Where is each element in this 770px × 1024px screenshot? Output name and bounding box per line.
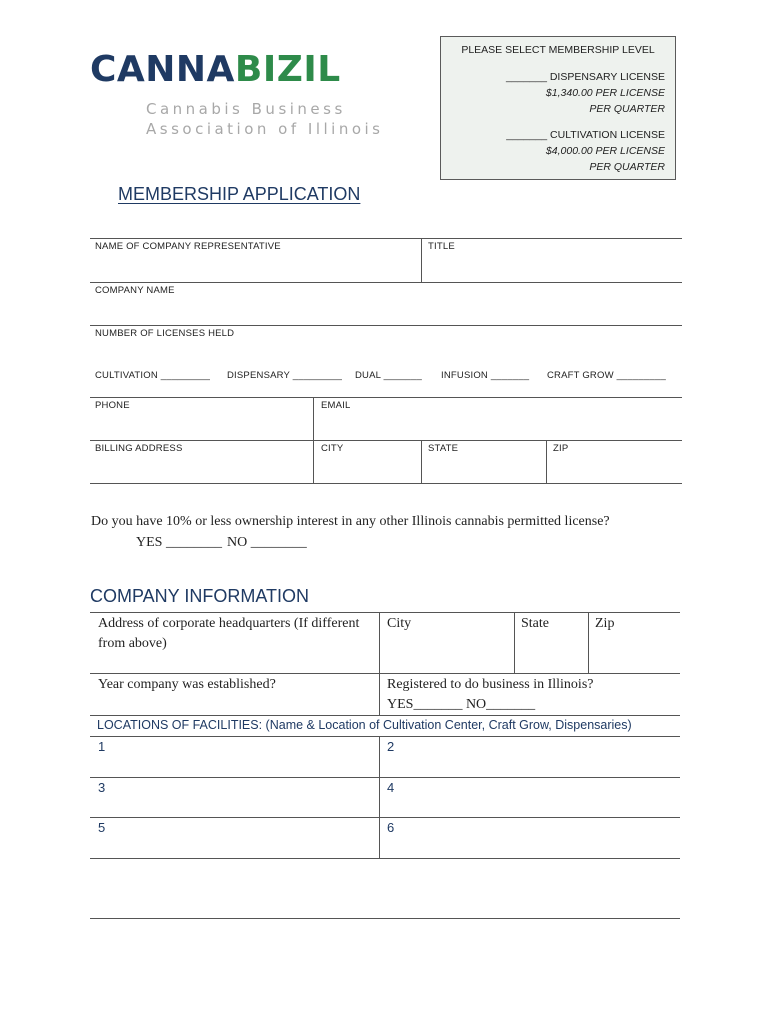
- bottom-rule: [90, 918, 680, 919]
- form-rule: [90, 777, 680, 778]
- location-field-4[interactable]: 4: [387, 780, 395, 795]
- form-rule: [90, 817, 680, 818]
- form-rule: [90, 715, 680, 716]
- membership-heading: PLEASE SELECT MEMBERSHIP LEVEL: [461, 44, 655, 56]
- cultivation-license-period: PER QUARTER: [589, 161, 665, 173]
- hq-address-label-line2: from above): [98, 636, 167, 651]
- dispensary-license-option[interactable]: _______ DISPENSARY LICENSE: [506, 71, 665, 83]
- title-field[interactable]: TITLE: [428, 241, 455, 252]
- cultivation-license-price: $4,000.00 PER LICENSE: [545, 145, 665, 157]
- year-established-field[interactable]: Year company was established?: [98, 677, 276, 692]
- zip-field[interactable]: ZIP: [553, 443, 569, 454]
- form-rule: [90, 325, 682, 326]
- dispensary-license-price: $1,340.00 PER LICENSE: [545, 87, 665, 99]
- company-representative-field[interactable]: NAME OF COMPANY REPRESENTATIVE: [95, 241, 281, 252]
- registered-illinois-options[interactable]: YES_______ NO_______: [387, 697, 536, 712]
- ownership-no-option[interactable]: NO ________: [227, 535, 307, 550]
- membership-level-box: [440, 36, 676, 180]
- form-divider: [421, 238, 422, 282]
- hq-city-field[interactable]: City: [387, 616, 412, 631]
- location-field-6[interactable]: 6: [387, 820, 395, 835]
- membership-application-title: MEMBERSHIP APPLICATION: [118, 184, 361, 204]
- form-rule: [90, 736, 680, 737]
- form-divider: [379, 612, 380, 673]
- dual-count-field[interactable]: DUAL _______: [355, 370, 423, 381]
- form-divider: [546, 440, 547, 483]
- form-divider: [588, 612, 589, 673]
- ownership-yes-option[interactable]: YES ________: [136, 535, 222, 550]
- ownership-question: Do you have 10% or less ownership interest in any other Illinois cannabis permitted license?: [91, 514, 610, 529]
- hq-address-field[interactable]: [98, 614, 359, 654]
- email-field[interactable]: EMAIL: [321, 400, 351, 411]
- form-divider: [514, 612, 515, 673]
- company-name-field[interactable]: COMPANY NAME: [95, 285, 175, 296]
- form-rule: [90, 440, 682, 441]
- location-field-3[interactable]: 3: [98, 780, 106, 795]
- licenses-held-label: NUMBER OF LICENSES HELD: [95, 328, 235, 339]
- logo-tagline-line1: Cannabis Business: [146, 100, 346, 118]
- cultivation-license-option[interactable]: _______ CULTIVATION LICENSE: [506, 129, 665, 141]
- hq-zip-field[interactable]: Zip: [595, 616, 615, 631]
- location-field-1[interactable]: 1: [98, 739, 106, 754]
- form-rule: [90, 483, 682, 484]
- form-rule: [90, 858, 680, 859]
- logo-tagline-line2: Association of Illinois: [146, 120, 384, 138]
- form-rule: [90, 282, 682, 283]
- phone-field[interactable]: PHONE: [95, 400, 130, 411]
- craft-grow-count-field[interactable]: CRAFT GROW _________: [547, 370, 666, 381]
- form-divider: [421, 440, 422, 483]
- form-rule: [90, 238, 682, 239]
- billing-address-field[interactable]: BILLING ADDRESS: [95, 443, 183, 454]
- location-field-5[interactable]: 5: [98, 820, 106, 835]
- location-field-2[interactable]: 2: [387, 739, 395, 754]
- form-divider: [379, 736, 380, 858]
- infusion-count-field[interactable]: INFUSION _______: [441, 370, 530, 381]
- logo-word-bizil: BIZIL: [234, 49, 341, 90]
- company-information-title: COMPANY INFORMATION: [90, 586, 310, 606]
- form-divider: [379, 673, 380, 715]
- form-rule: [90, 612, 680, 613]
- logo-word-canna: CANNA: [90, 49, 235, 90]
- hq-address-label-line1: Address of corporate headquarters (If different: [98, 616, 360, 631]
- cannabizil-logo: [90, 50, 341, 90]
- dispensary-license-period: PER QUARTER: [589, 103, 665, 115]
- locations-of-facilities-title: LOCATIONS OF FACILITIES: (Name & Location of Cultivation Center, Craft Grow, Dispensaries): [97, 718, 632, 732]
- registered-illinois-question: Registered to do business in Illinois?: [387, 677, 594, 692]
- hq-state-field[interactable]: State: [521, 616, 549, 631]
- form-rule: [90, 397, 682, 398]
- form-rule: [90, 673, 680, 674]
- state-field[interactable]: STATE: [428, 443, 459, 454]
- dispensary-count-field[interactable]: DISPENSARY _________: [227, 370, 343, 381]
- city-field[interactable]: CITY: [321, 443, 344, 454]
- cultivation-count-field[interactable]: CULTIVATION _________: [95, 370, 211, 381]
